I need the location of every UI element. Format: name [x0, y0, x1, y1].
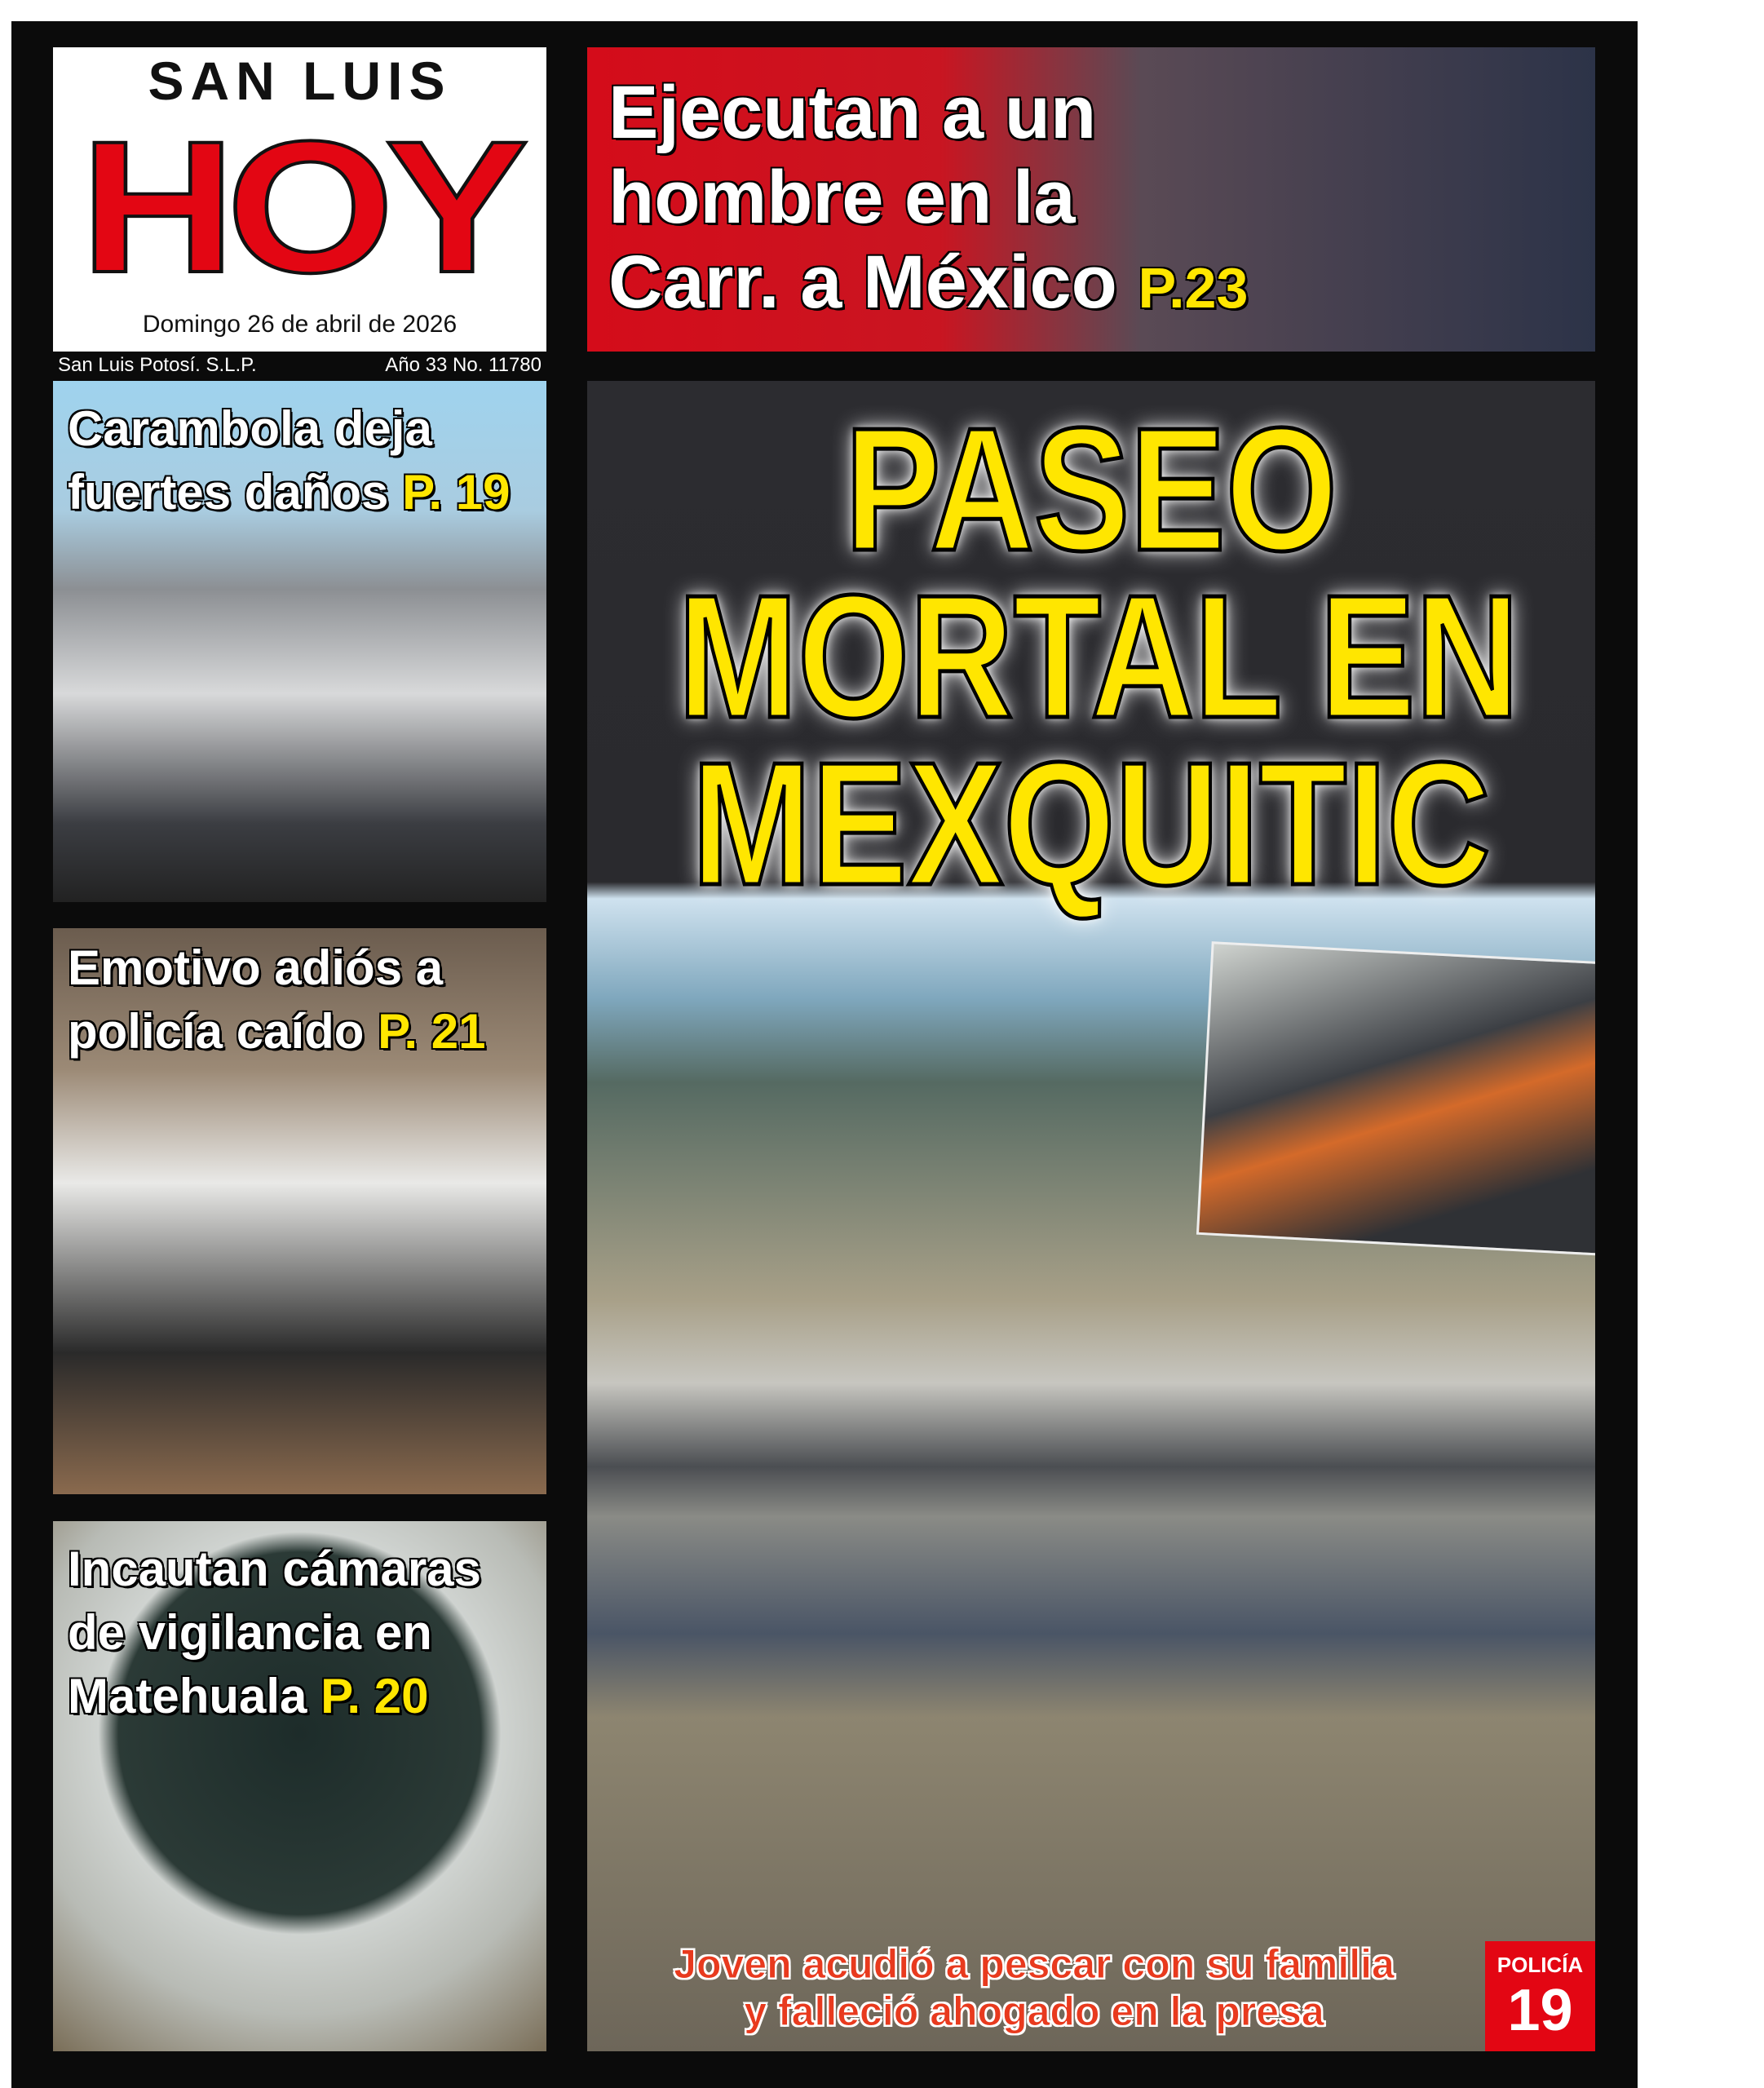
section-name: POLICÍA: [1497, 1953, 1584, 1977]
side-story-line: de vigilancia en: [68, 1605, 432, 1660]
top-story-page: P.23: [1138, 256, 1249, 320]
top-story-line1: Ejecutan a un: [608, 71, 1097, 154]
top-story[interactable]: [587, 47, 1595, 352]
side-story-line: policía caído: [68, 1004, 365, 1059]
top-story-line2: hombre en la: [608, 156, 1076, 239]
side-story-3[interactable]: [53, 1521, 546, 2051]
side-story-page: P. 19: [402, 465, 511, 520]
subheadline-line2: y falleció ahogado en la presa: [744, 1988, 1324, 2034]
masthead-logo[interactable]: [53, 47, 546, 352]
main-story[interactable]: [587, 381, 1595, 2051]
section-badge[interactable]: [1485, 1941, 1595, 2051]
side-story-line: Incautan cámaras: [68, 1542, 481, 1596]
side-story-line: Carambola deja: [68, 401, 432, 456]
edition-date: Domingo 26 de abril de 2026: [142, 311, 458, 338]
headline-line3: MEXQUITIC: [692, 725, 1491, 922]
side-story-1[interactable]: [53, 381, 546, 902]
side-story-line: Emotivo adiós a: [68, 940, 444, 995]
headline-line2: MORTAL EN: [678, 558, 1519, 754]
main-subheadline: [595, 1940, 1473, 2035]
inset-photo: [1196, 941, 1595, 1256]
top-story-line3: Carr. a México: [608, 241, 1117, 324]
side-story-line: Matehuala: [68, 1669, 307, 1723]
side-story-page: P. 20: [321, 1669, 429, 1723]
brand-main: HOY: [80, 102, 519, 312]
info-bar: [53, 352, 546, 379]
section-page: 19: [1507, 1978, 1573, 2043]
issue-number: Año 33 No. 11780: [385, 354, 542, 376]
side-story-line: fuertes daños: [68, 465, 389, 520]
side-story-2[interactable]: [53, 928, 546, 1494]
headline-line1: PASEO: [844, 391, 1338, 587]
side-story-page: P. 21: [378, 1004, 486, 1059]
main-headline: [678, 391, 1519, 922]
city: San Luis Potosí. S.L.P.: [58, 354, 257, 376]
subheadline-line1: Joven acudió a pescar con su familia: [674, 1941, 1395, 1987]
brand-top: SAN LUIS: [148, 51, 452, 111]
